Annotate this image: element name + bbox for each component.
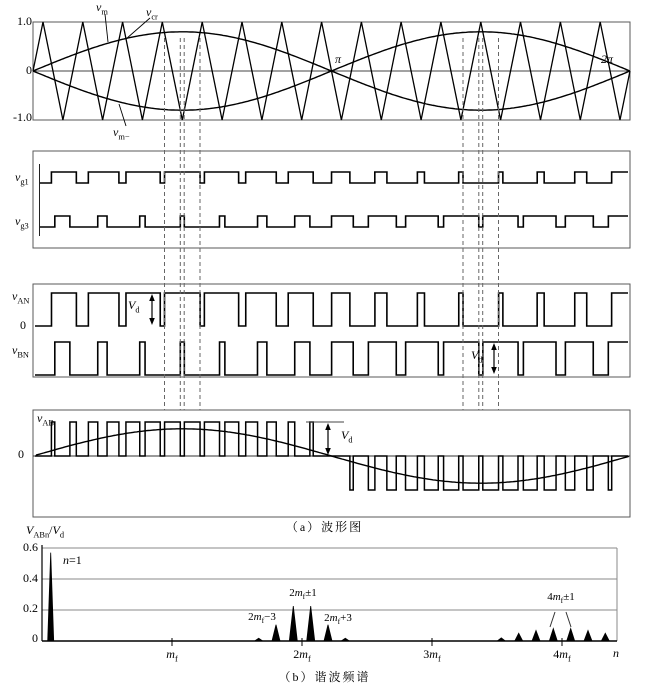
sp-xtick-mf: $m_f$ <box>166 647 178 664</box>
sp-xtick-3mf: $3m_f$ <box>423 647 441 664</box>
caption-b: （b）谐波频谱 <box>278 670 371 684</box>
vab-vd-arrow-head-top <box>325 423 331 430</box>
pi-tick-label: π <box>335 52 342 66</box>
vm-neg-leader <box>119 104 126 126</box>
n-equals-1-label: n=1 <box>63 553 82 567</box>
vab-label: $v_{AB}$ <box>37 411 54 428</box>
vab-vd-label: $V_d$ <box>341 428 353 445</box>
p1-ytick-0: 0 <box>26 63 32 77</box>
harmonic-spike-n63 <box>584 631 592 642</box>
4mf-leader-right <box>566 612 571 627</box>
sp-ytick-0: 0 <box>32 631 38 645</box>
vbn-label: $v_{BN}$ <box>12 343 29 360</box>
vg1-trace <box>40 172 628 183</box>
p1-ytick-1: 1.0 <box>17 14 32 28</box>
vbn-vd-label: $V_d$ <box>471 348 483 365</box>
vg3-trace <box>40 216 628 227</box>
sp-xtick-2mf: $2m_f$ <box>293 647 311 664</box>
sp-xlabel-n: n <box>613 646 619 660</box>
two-pi-tick-label: 2π <box>601 52 614 66</box>
harmonic-spike-n25 <box>255 638 263 641</box>
harmonic-spike-n61 <box>567 629 575 641</box>
p3-zero-label: 0 <box>20 318 26 332</box>
harmonic-spike-n33 <box>324 625 332 641</box>
vbn-vd-arrow-head-top <box>491 343 497 350</box>
harmonic-spike-n57 <box>532 631 540 642</box>
panel2-box <box>33 151 630 248</box>
lbl-2mf-pm1: $2m_f\pm 1$ <box>289 587 317 602</box>
vm-label: $v_m$ <box>96 0 108 17</box>
sp-ytick-04: 0.4 <box>23 571 38 585</box>
van-vd-arrow-head-bot <box>149 318 155 325</box>
vg1-label: $v_{g1}$ <box>15 170 29 187</box>
harmonic-spike-n65 <box>601 633 609 641</box>
vbn-trace <box>35 342 628 375</box>
vbn-vd-arrow-head-bot <box>491 367 497 374</box>
panel4-box <box>33 410 630 517</box>
harmonic-spike-n27 <box>272 625 280 641</box>
van-vd-label: $V_d$ <box>128 298 140 315</box>
van-vd-arrow-head-top <box>149 294 155 301</box>
p1-ytick-neg1: -1.0 <box>13 110 32 124</box>
vm-neg-label: $v_{m-}$ <box>113 125 130 142</box>
harmonic-spike-n1 <box>48 553 54 641</box>
van-label: $v_{AN}$ <box>12 289 30 306</box>
harmonic-spike-n35 <box>341 638 349 641</box>
caption-a: （a）波形图 <box>285 520 364 534</box>
lbl-2mf-minus3: $2m_f-3$ <box>248 611 276 626</box>
spectrum-ylabel: $V_{ABn}/V_d$ <box>26 523 65 540</box>
vg3-label: $v_{g3}$ <box>15 214 29 231</box>
p4-zero-label: 0 <box>18 447 24 461</box>
lbl-2mf-plus3: $2m_f+3$ <box>324 612 352 627</box>
harmonic-spike-n55 <box>515 633 523 641</box>
vcr-label: $v_{cr}$ <box>146 5 158 22</box>
harmonic-spike-n59 <box>549 629 557 641</box>
sp-ytick-06: 0.6 <box>23 540 38 554</box>
van-trace <box>35 293 628 326</box>
vm-leader <box>105 14 108 42</box>
sp-xtick-4mf: $4m_f$ <box>553 647 571 664</box>
sp-ytick-02: 0.2 <box>23 601 38 615</box>
harmonic-spike-n53 <box>497 638 505 641</box>
4mf-leader-left <box>550 612 555 627</box>
lbl-4mf-pm1: $4m_f\pm 1$ <box>547 591 575 606</box>
